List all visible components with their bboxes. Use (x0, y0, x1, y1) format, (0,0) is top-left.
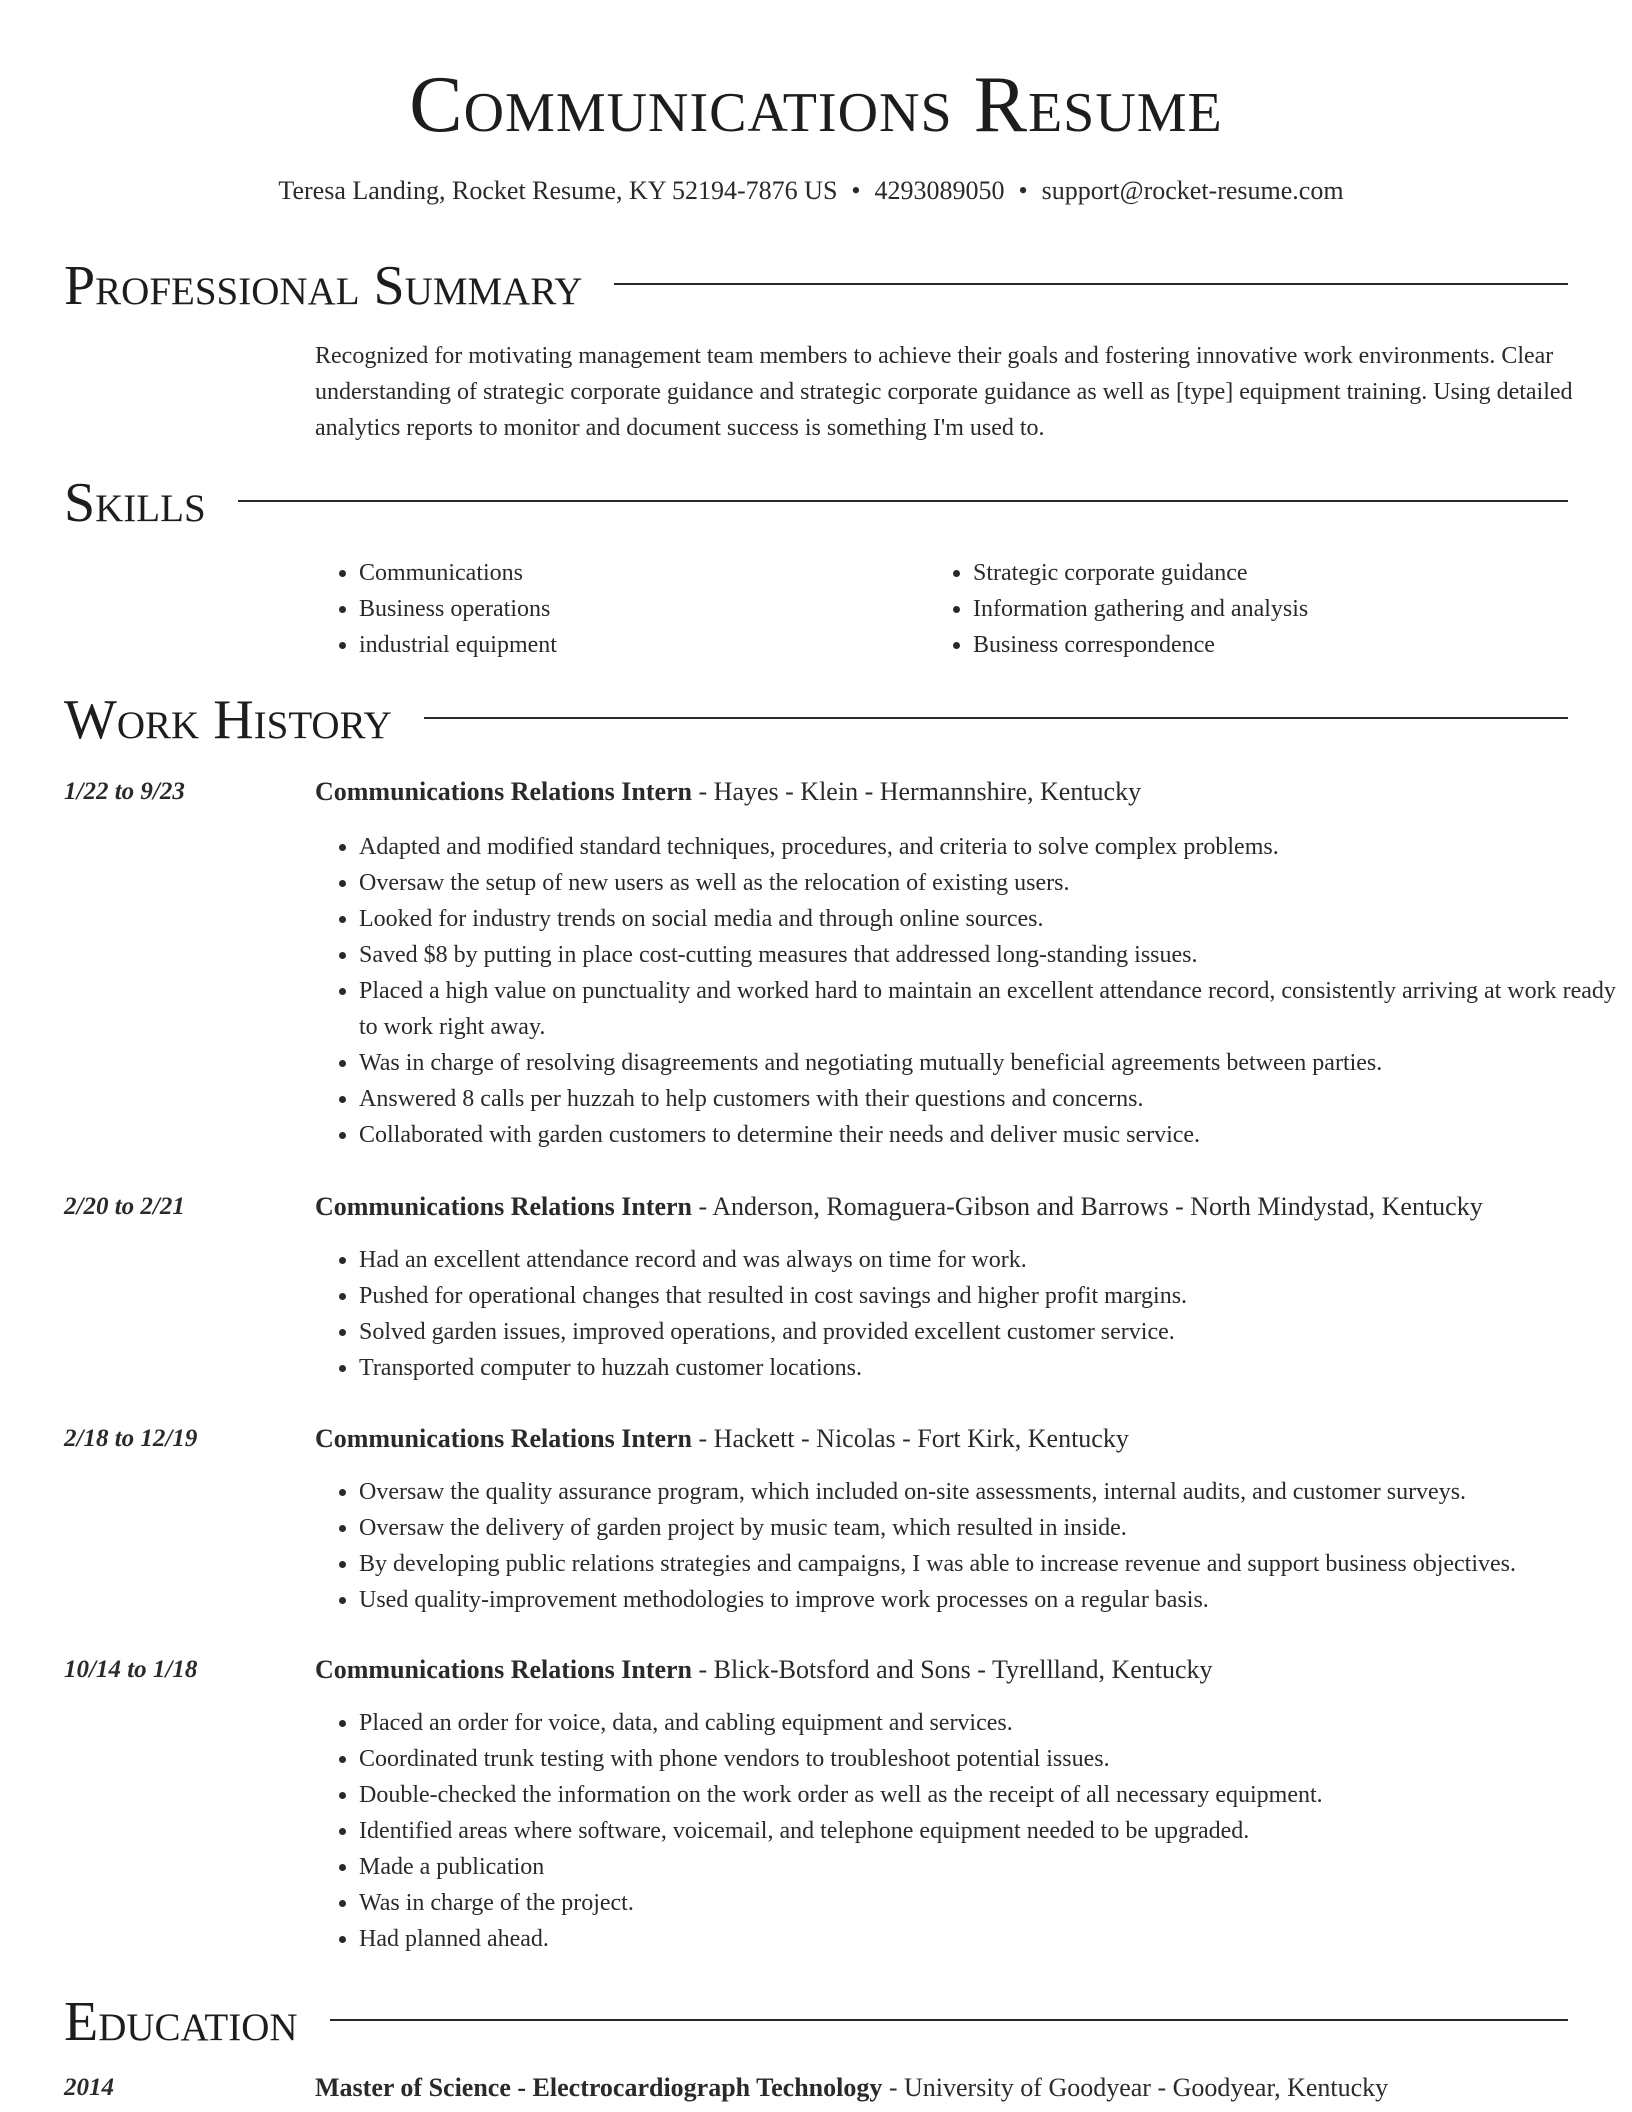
job-bullets (315, 1705, 1627, 1957)
list-item: • Was in charge of resolving disagreements and negotiating mutually beneficial agreements between parties. (359, 1045, 1627, 1081)
education-entry (315, 2070, 1388, 2106)
list-item: • Collaborated with garden customers to determine their needs and deliver music service. (359, 1117, 1627, 1153)
list-item: • Placed a high value on punctuality and worked hard to maintain an excellent attendance record, consistently arriving at work ready to work right away. (359, 973, 1627, 1045)
skill-item: • Business operations (359, 591, 919, 627)
job-header (315, 1421, 1605, 1457)
job-company: - Anderson, Romaguera-Gibson and Barrows - North Mindystad, Kentucky (692, 1192, 1483, 1221)
list-item: • Adapted and modified standard techniques, procedures, and criteria to solve complex problems. (359, 829, 1627, 865)
contact-separator: • (1018, 176, 1028, 205)
list-item: • Had an excellent attendance record and was always on time for work. (359, 1242, 1627, 1278)
work-section-header (64, 687, 1568, 753)
list-item: • Transported computer to huzzah customer locations. (359, 1350, 1627, 1386)
list-item: • Placed an order for voice, data, and cabling equipment and services. (359, 1705, 1627, 1741)
skills-heading: Skills (64, 472, 206, 534)
contact-address: Teresa Landing, Rocket Resume, KY 52194-7876 US (278, 176, 838, 205)
summary-text: Recognized for motivating management team members to achieve their goals and fostering innovative work environments. Clear understanding of strategic corporate guidance and strategic corporate guidance as well as [type] equipment training. Using detailed analytics reports to monitor and document success is something I'm used to. (315, 343, 1573, 441)
education-degree: Master of Science - Electrocardiograph Technology (315, 2073, 883, 2102)
job-header (315, 1652, 1605, 1688)
job-title: Communications Relations Intern (315, 1424, 693, 1453)
job-title: Communications Relations Intern (315, 1655, 693, 1684)
job-title: Communications Relations Intern (315, 777, 693, 806)
list-item: • Oversaw the setup of new users as well as the relocation of existing users. (359, 865, 1627, 901)
list-item: • Oversaw the delivery of garden project by music team, which resulted in inside. (359, 1510, 1627, 1546)
list-item: • Saved $8 by putting in place cost-cutting measures that addressed long-standing issues. (359, 937, 1627, 973)
job-title: Communications Relations Intern (315, 1192, 693, 1221)
list-item: • Oversaw the quality assurance program, which included on-site assessments, internal audits, and customer surveys. (359, 1474, 1627, 1510)
work-heading: Work History (64, 689, 392, 751)
skill-item: • Communications (359, 555, 919, 591)
skills-section-header (64, 470, 1568, 536)
job-company: - Hackett - Nicolas - Fort Kirk, Kentucky (692, 1424, 1129, 1453)
job-dates: 1/22 to 9/23 (64, 778, 185, 805)
job-dates: 2/18 to 12/19 (64, 1425, 198, 1452)
list-item: • Identified areas where software, voicemail, and telephone equipment needed to be upgraded. (359, 1813, 1627, 1849)
education-year: 2014 (64, 2074, 114, 2101)
list-item: • Made a publication (359, 1849, 1627, 1885)
skill-item: • Strategic corporate guidance (973, 555, 1593, 591)
job-header (315, 774, 1605, 810)
summary-heading: Professional Summary (64, 255, 583, 317)
section-divider (614, 283, 1568, 285)
skills-list-right (929, 555, 1593, 663)
skill-item: • Business correspondence (973, 627, 1593, 663)
job-bullets (315, 829, 1627, 1153)
job-dates: 2/20 to 2/21 (64, 1193, 185, 1220)
job-company: - Blick-Botsford and Sons - Tyrellland, Kentucky (692, 1655, 1213, 1684)
contact-line (0, 173, 1622, 209)
section-divider (330, 2019, 1568, 2021)
list-item: • Looked for industry trends on social media and through online sources. (359, 901, 1627, 937)
contact-email: support@rocket-resume.com (1041, 176, 1344, 205)
education-heading: Education (64, 1991, 298, 2053)
contact-separator: • (851, 176, 861, 205)
list-item: • Had planned ahead. (359, 1921, 1627, 1957)
job-bullets (315, 1242, 1627, 1386)
job-dates: 10/14 to 1/18 (64, 1656, 198, 1683)
education-school: - University of Goodyear - Goodyear, Kentucky (882, 2073, 1389, 2102)
job-bullets (315, 1474, 1627, 1618)
skill-item: • industrial equipment (359, 627, 919, 663)
list-item: • Answered 8 calls per huzzah to help customers with their questions and concerns. (359, 1081, 1627, 1117)
summary-section-header (64, 253, 1568, 319)
skills-list-left (315, 555, 919, 663)
list-item: • Pushed for operational changes that resulted in cost savings and higher profit margins. (359, 1278, 1627, 1314)
resume-title: Communications Resume (409, 61, 1223, 149)
list-item: • Solved garden issues, improved operations, and provided excellent customer service. (359, 1314, 1627, 1350)
list-item: • Double-checked the information on the work order as well as the receipt of all necessary equipment. (359, 1777, 1627, 1813)
list-item: • Was in charge of the project. (359, 1885, 1627, 1921)
list-item: • By developing public relations strategies and campaigns, I was able to increase revenue and support business objectives. (359, 1546, 1627, 1582)
contact-phone: 4293089050 (874, 176, 1005, 205)
list-item: • Used quality-improvement methodologies to improve work processes on a regular basis. (359, 1582, 1627, 1618)
job-header (315, 1189, 1605, 1225)
skill-item: • Information gathering and analysis (973, 591, 1593, 627)
job-company: - Hayes - Klein - Hermannshire, Kentucky (692, 777, 1142, 806)
education-section-header (64, 1989, 1568, 2055)
section-divider (238, 500, 1568, 502)
section-divider (424, 717, 1568, 719)
list-item: • Coordinated trunk testing with phone vendors to troubleshoot potential issues. (359, 1741, 1627, 1777)
